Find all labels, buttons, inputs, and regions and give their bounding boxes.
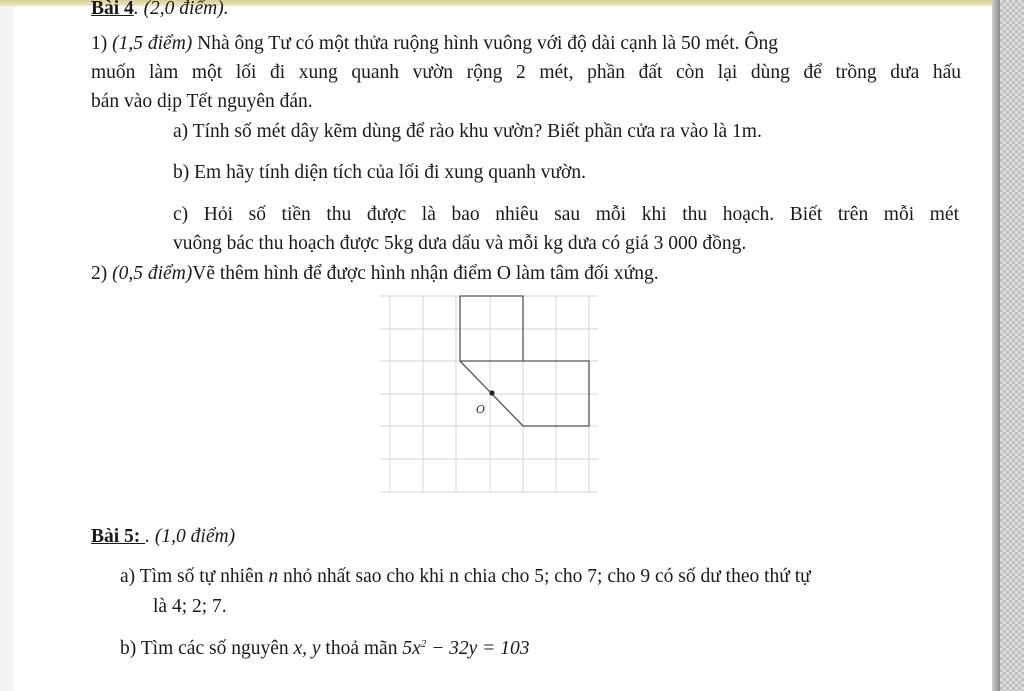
bai4-part1-line1 [91, 32, 778, 56]
grid-lines [380, 296, 598, 492]
question-1c-line2: vuông bác thu hoạch được 5kg dưa dấu và mỗi kg dưa có giá 3 000 đồng. [173, 233, 747, 254]
bai4-heading-points: . (2,0 điểm). [133, 0, 229, 19]
q5a-suffix: nhỏ nhất sao cho khi n chia cho 5; cho 7; cho 9 có số dư theo thứ tự [278, 566, 811, 587]
part2-points: (0,5 điểm) [112, 263, 193, 284]
bai4-part1-line2: muốn làm một lối đi xung quanh vườn rộng 2 mét, phần đất còn lại dùng để trồng dưa hấu [91, 62, 961, 83]
part1-number: 1) [91, 33, 108, 54]
bai4-heading [91, 0, 229, 21]
center-point-o [489, 390, 494, 395]
left-margin [0, 6, 14, 691]
question-5a-line1 [120, 565, 811, 589]
canvas-background [1000, 0, 1024, 691]
part2-number: 2) [91, 263, 108, 284]
q5b-eq-rest: − 32y = 103 [426, 638, 530, 659]
q5a-var-n: n [268, 566, 279, 587]
page-right-shadow [992, 0, 1000, 691]
q5b-eq-exponent: 2 [420, 638, 427, 650]
bai5-heading-points: . (1,0 điểm) [145, 526, 236, 547]
question-1a: a) Tính số mét dây kẽm dùng để rào khu vườn? Biết phần cửa ra vào là 1m. [173, 121, 762, 142]
q5b-prefix: b) Tìm các số nguyên [120, 638, 294, 659]
part2-text: Vẽ thêm hình để được hình nhận điểm O làm tâm đối xứng. [192, 263, 659, 284]
q5b-middle: thoả mãn [320, 638, 403, 659]
q5b-vars: x, y [293, 638, 321, 659]
part1-text-line1: Nhà ông Tư có một thửa ruộng hình vuông với độ dài cạnh là 50 mét. Ông [197, 33, 778, 54]
question-5a-line2: là 4; 2; 7. [153, 596, 227, 617]
bai5-heading [91, 525, 235, 549]
symmetry-grid-figure [372, 280, 612, 500]
bai4-heading-label: Bài 4 [91, 0, 134, 19]
question-1b: b) Em hãy tính diện tích của lối đi xung quanh vườn. [173, 162, 586, 183]
part1-points: (1,5 điểm) [112, 33, 193, 54]
center-point-label: O [476, 403, 486, 416]
question-1c-line1: c) Hỏi số tiền thu được là bao nhiêu sau mỗi khi thu hoạch. Biết trên mỗi mét [173, 204, 959, 225]
q5b-eq-coef: 5x [402, 638, 421, 659]
q5b-equation [402, 638, 529, 659]
q5a-prefix: a) Tìm số tự nhiên [120, 566, 269, 587]
question-5b [120, 637, 529, 661]
bai5-heading-label: Bài 5: [91, 526, 146, 547]
bai4-part1-line3: bán vào dịp Tết nguyên đán. [91, 91, 313, 112]
